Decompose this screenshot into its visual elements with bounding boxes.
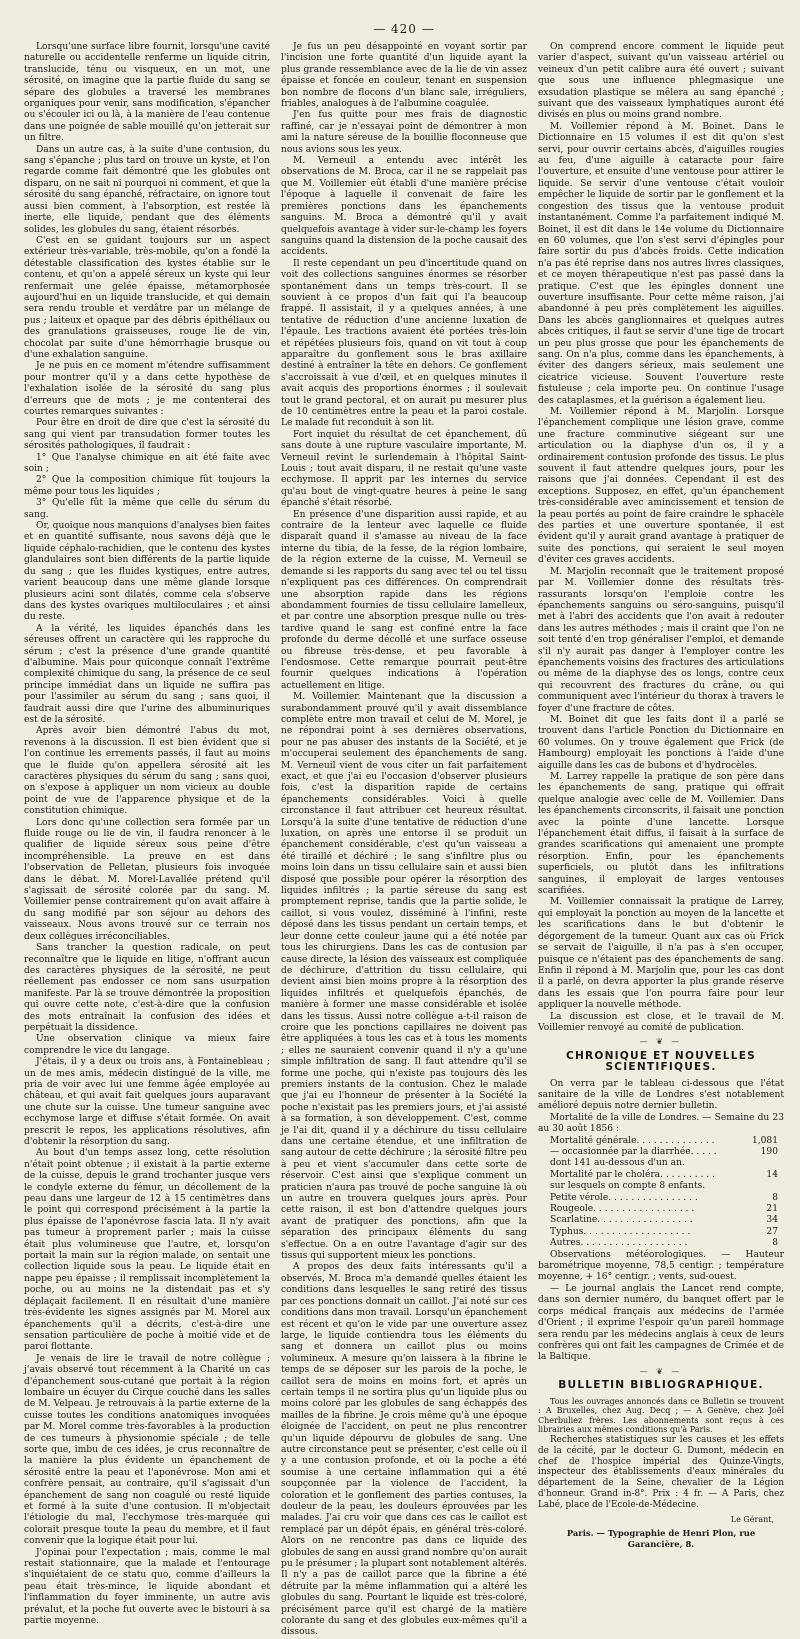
- ornament-divider-2: — ❦ —: [639, 1366, 683, 1376]
- mortality-value: 1,081: [751, 1135, 778, 1146]
- mortality-row: [538, 1136, 784, 1147]
- paragraph: Dans un autre cas, à la suite d'une contusion, du sang s'épanche ; plus tard on trouve un kyste, et l'on regarde comme fait démontré que les globules ont disparu, on ne sait ni pourquoi ni comment, et que la sérosité du sang épanché, réfractaire, on ignore tout aussi bien comment, à l'absorption, est restée là inerte, elle liquide, pendant que des éléments solides, les globules du sang, étaient résorbés.: [24, 144, 270, 235]
- mortality-label: Petite vérole. . . . . . . . . . . . . . . .: [550, 1192, 698, 1203]
- paragraph: M. Voillemier. Maintenant que la discussion a surabondamment prouvé qu'il y avait dissemblance complète entre mon travail et celui de M. Morel, je ne répondrai point à ses dernières observations, pour ne pas abuser des instants de la Société, et je m'occuperai seulement des épanchements de sang. M. Verneuil vient de vous citer un fait parfaitement exact, et que j'ai eu l'occasion d'observer plusieurs fois, c'est la disparition rapide de certains épanchements considérables. Voici à quelle circonstance il faut attribuer cet heureux résultat. Lorsqu'à la suite d'une tentative de réduction d'une luxation, on après une entorse il se produit un épanchement considérable, c'est qu'un vaisseau a été tiraillé et déchiré ; le sang s'infiltre plus ou moins loin dans un tissu cellulaire sain et aussi bien disposé que possible pour opérer la résorption des liquides infiltrés ; la partie séreuse du sang est promptement reprise, tandis que la partie solide, le caillot, si vous voulez, disséminé à l'infini, reste déposé dans les tissus pendant un certain temps, et leur donne cette couleur jaune qui a été notée par tous les chirurgiens. Dans les cas de contusion par cause directe, la lésion des vaisseaux est compliquée de déchirure, d'attrition du tissu cellulaire, qui devient ainsi bien moins propre à la résorption des liquides infiltrés et quelquefois épanchés, de manière à former une masse considérable et isolée dans les tissus. Aussi notre collègue a-t-il raison de croire que les ponctions capillaires ne doivent pas être appliquées à tous les cas et à tous les moments ; elles ne sauraient convenir quand il n'y a qu'une simple infiltration de sang. Il faut attendre qu'il se forme une poche, qui n'existe pas toujours dès les premiers instants de la contusion. Chez le malade que j'ai eu l'honneur de présenter à la Société la poche n'existait pas les premiers jours, et j'ai assisté à sa formation, à son développement. C'est, comme je l'ai dit, quand il y a déchirure du tissu cellulaire dans une certaine étendue, et une infiltration de sang autour de cette déchirure ; la sérosité filtre peu à peu et vient s'accumuler dans cette sorte de réservoir. C'est ainsi que s'explique comment un praticien n'aura pas trouvé de poche sanguine là où un autre en trouvera quelques jours après. Pour cette raison, il est bon d'attendre quelques jours avant de pratiquer des ponctions, afin que la séparation des principaux éléments du sang s'effectue. On a en outre l'avantage d'agir sur des tissus qui supportent mieux les ponctions.: [281, 692, 527, 1262]
- paragraph: A la vérité, les liquides épanchés dans les séreuses offrent un caractère qui les rapproche du sérum ; c'est la présence d'une grande quantité d'albumine. Mais pour quiconque connaît l'extrême complexité chimique du sang, la présence de ce seul principe immédiat dans un liquide ne suffira pas pour l'assimiler au sérum du sang ; sans quoi, il faudrait aussi dire que l'urine des albuminuriques est de la sérosité.: [24, 623, 270, 725]
- paragraph: J'étais, il y a deux ou trois ans, à Fontainebleau ; un de mes amis, médecin distingué de la ville, me pria de voir avec lui une femme âgée employée au château, et qui avait fait quelques jours auparavant une chute sur la cuisse. Une tumeur sanguine avec ecchymose large et diffuse s'était formée. On avait prescrit le repos, les applications résolutives, afin d'obtenir la résorption du sang.: [24, 1057, 270, 1147]
- mortality-row: [538, 1238, 784, 1249]
- bulletin-entry: Recherches statistiques sur les causes et les effets de la cécité, par le docteur G. Dumont, médecin en chef de l'hospice impérial des Quinze-Vingts, inspecteur des établissements d'eaux minérales du département de la Seine, chevalier de la Légion d'honneur. Grand in-8°. Prix : 4 fr. — A Paris, chez Labé, place de l'Ecole-de-Médecine.: [538, 1434, 784, 1510]
- paragraph: Lors donc qu'une collection sera formée par un fluide rouge ou lie de vin, il faudra renoncer à le qualifier de liquide séreux sous peine d'être incompréhensible. La preuve en est dans l'observation de Pelletan, plusieurs fois invoquée dans le débat. M. Morel-Lavallée prétend qu'il s'agissait de sérosité colorée par du sang. M. Voillemier pense contrairement qu'on avait affaire à du sang modifié par son séjour au dehors des vaisseaux. Nous avons trouvé sur ce terrain nos deux collègues irréconciliables.: [24, 817, 270, 942]
- mortality-value: 34: [766, 1215, 778, 1226]
- paragraph: M. Verneuil a entendu avec intérêt les observations de M. Broca, car il ne se rappelait pas que M. Voillemier eût établi d'une manière précise l'époque à laquelle il convenait de faire les premières ponctions dans les épanchements sanguins. M. Broca a démontré qu'il y avait quelquefois avantage à vider sur-le-champ les foyers sanguins quand la distension de la poche causait des accidents.: [281, 156, 527, 258]
- mortality-value: [744, 1158, 784, 1169]
- paragraph: La discussion est close, et le travail de M. Voillemier renvoyé au comité de publication.: [538, 1011, 784, 1033]
- mortality-value: [744, 1181, 784, 1192]
- mortality-value: 8: [772, 1238, 778, 1249]
- column-1: [24, 42, 270, 1627]
- imprint: Paris. — Typographie de Henri Plon, rue Garancière, 8.: [566, 1527, 756, 1550]
- mortality-label: Scarlatine. . . . . . . . . . . . . . . . .: [550, 1215, 693, 1226]
- mortality-label: Autres. . . . . . . . . . . . . . . . . . .: [550, 1238, 688, 1249]
- mortality-label: Mortalité par le choléra. . . . . . . . . .: [550, 1169, 716, 1180]
- paragraph: Sans trancher la question radicale, on peut reconnaître que le liquide en litige, n'offrant aucun des caractères physiques de la sérosité, ne peut réellement pas endosser ce nom sans usurpation manifeste. Par là se trouve démontrée la proposition qui ouvre cette note, c'est-à-dire que la confusion des mots entraînait la confusion des idées et perpétuait la dissidence.: [24, 943, 270, 1033]
- paragraph: Au bout d'un temps assez long, cette résolution n'était point obtenue ; il existait à la partie externe de la cuisse, depuis le grand trochanter jusque vers le condyle externe du fémur, un décollement de la peau dans une largeur de 12 à 15 centimètres dans le point qui correspond précisément à la partie la plus épaisse de l'aponévrose fascia lata. Il n'y avait pas tumeur à proprement parler ; mais la cuisse était plus volumineuse que l'autre, et, lorsqu'on portait la main sur la région malade, on sentait une collection liquide sous la peau. Le liquide était en nappe peu épaisse ; il remplissait incomplètement la poche, ou au moins ne la distendait pas et s'y déplaçait facilement. Il en résultait d'une manière très-évidente les signes assignés par M. Morel aux épanchements qu'il a décrits, c'est-à-dire une sensation particulière de poche à moitié vide et de paroi flottante.: [24, 1148, 270, 1353]
- mortality-row: [538, 1147, 784, 1158]
- mortality-value: 14: [766, 1169, 778, 1180]
- mortality-row: [538, 1193, 784, 1204]
- mortality-heading: Mortalité de la ville de Londres. — Semaine du 23 au 30 août 1856 :: [538, 1112, 784, 1135]
- paragraph: 3° Qu'elle fût la même que celle du sérum du sang.: [24, 498, 270, 520]
- paragraph: C'est en se guidant toujours sur un aspect extérieur très-variable, très-mobile, qu'on a fondé la détestable classification des kystes établie sur le contenu, et qu'on a appelé séreux un kyste qui leur renfermait une gelée épaisse, métamorphosée aujourd'hui en un liquide translucide, et qui demain sera rendu trouble et verdâtre par un mélange de pus ; laiteux et opaque par des débris épithéliaux ou des granulations graisseuses, rouge lie de vin, chocolat par suite d'une hémorrhagie brusque ou d'une exhalation sanguine.: [24, 235, 270, 360]
- paragraph: Je fus un peu désappointé en voyant sortir par l'incision une forte quantité d'un liquide ayant la plus grande ressemblance avec de la lie de vin assez épaisse et foncée en couleur, tenant en suspension bon nombre de flocons d'un blanc sale, irréguliers, friables, analogues à de l'albumine coagulée.: [281, 42, 527, 110]
- mortality-label: sur lesquels on compte 8 enfants.: [550, 1181, 706, 1192]
- page-number: — 420 —: [373, 22, 435, 36]
- paragraph: 1° Que l'analyse chimique en ait été faite avec soin ;: [24, 452, 270, 475]
- mortality-label: — occasionnée par la diarrhée. . . . .: [550, 1147, 717, 1157]
- paragraph: Il reste cependant un peu d'incertitude quand on voit des collections sanguines énormes se résorber spontanément dans un temps très-court. Il se souvient à ce propos d'un fait qui l'a beaucoup frappé. Il assistait, il y a quelques années, à une tentative de réduction d'une ancienne luxation de l'épaule. Les tractions avaient été portées très-loin et répétées plusieurs fois, quand on vit tout à coup apparaître du gonflement sous le bras axillaire destiné à entraîner la tête en dehors. Ce gonflement s'accroissait à vue d'œil, et en quelques minutes il avait acquis des proportions énormes ; il soulevait tout le grand pectoral, et on aurait pu mesurer plus de 10 centimètres entre la peau et la paroi costale. Le malade fut reconduit à son lit.: [281, 258, 527, 429]
- bulletin-title: BULLETIN BIBLIOGRAPHIQUE.: [558, 1379, 764, 1392]
- paragraph: M. Boinet dit que les faits dont il a parlé se trouvent dans l'article Ponction du Dictionnaire en 60 volumes. On y trouve également que Frick (de Hambourg) employait les ponctions à l'aide d'une aiguille dans les cas de bubons et d'hydrocèles.: [538, 714, 784, 771]
- paragraph: Je ne puis en ce moment m'étendre suffisamment pour montrer qu'il y a dans cette hypothèse de l'exhalation isolée de la sérosité du sang plus d'erreurs que de mots ; je me contenterai des courtes remarques suivantes :: [24, 361, 270, 417]
- mortality-value: 8: [772, 1192, 778, 1203]
- paragraph: A propos des deux faits intéressants qu'il a observés, M. Broca m'a demandé quelles étaient les conditions dans lesquelles le sang retiré des tissus par ces ponctions donnait un caillot. J'ai noté sur ces conditions dans mon travail. Lorsqu'un épanchement est récent et qu'on le vide par une ouverture assez large, le liquide contiendra tous les éléments du sang et donnera un caillot plus ou moins volumineux. A mesure qu'on laissera à la fibrine le temps de se déposer sur les parois de la poche, le caillot sera de moins en moins fort, et après un certain temps il ne sortira plus qu'un liquide plus ou moins coloré par les globules de sang échappés des mailles de la fibrine. Je crois même qu'à une époque éloignée de l'accident, on peut ne plus rencontrer qu'un liquide dépourvu de globules de sang. Une autre circonstance peut se présenter, c'est celle où il y a une contusion profonde, et où la poche a été soumise à une certaine inflammation qui a été soupçonnée par la violence de l'accident, la coloration et le gonflement des parties contuses, la douleur de la peau, les douleurs éprouvées par les malades. J'ai cru voir que dans ces cas le caillot est remplacé par un dépôt épais, en général très-coloré. Alors on ne rencontre pas dans ce liquide des globules de sang en aussi grand nombre qu'on aurait pu le présumer ; la plupart sont notablement altérés. Il n'y a pas de caillot parce que la fibrine a été détruite par la même inflammation qui a altéré les globules du sang. Pourtant le liquide est très-coloré, précisément parce qu'il est chargé de la matière colorante du sang et des globules eux-mêmes qu'il a dissous.: [281, 1262, 527, 1638]
- paragraph: Fort inquiet du résultat de cet épanchement, dû sans doute à une rupture vasculaire importante, M. Verneuil revint le surlendemain à l'hôpital Saint-Louis ; tout avait disparu, il ne restait qu'une vaste ecchymose. Il apprit par les internes du service qu'au bout de vingt-quatre heures à peine le sang épanché s'était résorbé.: [281, 429, 527, 509]
- mortality-value: 190: [760, 1147, 778, 1157]
- column-2: [281, 42, 527, 1638]
- paragraph: Je venais de lire le travail de notre collègue ; j'avais observé tout récemment à la Charité un cas d'épanchement sous-cutané que portait à la région lombaire un écuyer du Cirque couché dans les salles de M. Velpeau. Je retrouvais à la partie externe de la cuisse toutes les conditions anatomiques invoquées par M. Morel comme très-favorables à la production de ces tumeurs à physionomie spéciale ; de telle sorte que, imbu de ces idées, je crus reconnaître de la manière la plus évidente un épanchement de sérosité entre la peau et l'aponévrose. Mon ami et confrère pensait, au contraire, qu'il s'agissait d'un épanchement de sang non coagulé ou resté liquide et formé à la suite d'une contusion. Il m'objectait l'étiologie du mal, l'ecchymose très-marquée qui colorait presque toute la peau du membre, et il faut convenir que la logique était pour lui.: [24, 1353, 270, 1547]
- column-3-discussion: [538, 42, 784, 1034]
- paragraph: Après avoir bien démontré l'abus du mot, revenons à la discussion. Il est bien évident que si l'on continue les errements passés, il faut au moins que le fluide qu'on appellera sérosité ait les caractères physiques du sérum du sang ; sans quoi, on s'expose à appliquer un nom vicieux au double point de vue de l'apparence physique et de la constitution chimique.: [24, 726, 270, 817]
- paragraph: M. Voillemier répond à M. Boinet. Dans le Dictionnaire en 15 volumes il est dit qu'on s'est servi, pour ouvrir certains abcès, d'aiguilles rougies au feu, d'une aiguille à cataracte pour faire l'ouverture, et ensuite d'une ventouse pour attirer le liquide. Se servir d'une ventouse c'était vouloir empêcher le liquide de sortir par le gonflement et la congestion des tissus que la ventouse produit instantanément. Comme l'a parfaitement indiqué M. Boinet, il est dit dans le 14e volume du Dictionnaire en 60 volumes, que l'on s'est servi d'épingles pour faire sortir du pus d'abcès froids. Cette indication n'a pas été reprise dans nos autres livres classiques, et ce moyen thérapeutique n'est pas passé dans la pratique. C'est que les épingles donnent une ouverture insuffisante. Pour cette même raison, j'ai abandonné à peu près complètement les aiguilles. Dans les abcès ganglionnaires et quelques autres abcès critiques, il faut se servir d'une tige de trocart un peu plus grosse que pour les épanchements de sang. On n'a plus, comme dans les épanchements, à éviter des dangers sérieux, mais seulement une cicatrice vicieuse. Souvent l'ouverture reste fistuleuse ; cela importe peu. On continue l'usage des cataplasmes, et la guérison a également lieu.: [538, 121, 784, 406]
- mortality-label: Typhus. . . . . . . . . . . . . . . . . . .: [550, 1226, 691, 1237]
- mortality-row: [538, 1204, 784, 1215]
- paragraph: Or, quoique nous manquions d'analyses bien faites et en quantité suffisante, nous savons déjà que le liquide céphalo-rachidien, que le contenu des kystes glandulaires sont bien différents de la partie liquide du sang ; que les fluides kystiques, entre autres, varient beaucoup dans une même glande lorsque plusieurs acini sont dilatés, comme cela s'observe dans des kystes ovariques multiloculaires ; et ainsi du reste.: [24, 521, 270, 623]
- mortality-row: [538, 1227, 784, 1238]
- paragraph: J'en fus quitte pour mes frais de diagnostic raffiné, car je n'essayai point de démontrer à mon ami la nature séreuse de la bouillie floconneuse que nous avions sous les yeux.: [281, 110, 527, 155]
- lancet-note: — Le journal anglais the Lancet rend compte, dans son dernier numéro, du banquet offert par le corps médical français aux médecins de l'armée d'Orient ; il exprime l'espoir qu'un pareil hommage sera rendu par les médecins anglais à ceux de leurs confrères qui ont fait les campagnes de Crimée et de la Baltique.: [538, 1283, 784, 1363]
- signature-label: Le Gérant,: [730, 1515, 774, 1525]
- paragraph: J'opinai pour l'expectation ; mais, comme le mal restait stationnaire, que la malade et l'entourage s'inquiétaient de ce statu quo, comme d'ailleurs la peau était très-mince, le liquide abondant et l'inflammation du foyer imminente, un autre avis prévalut, et la poche fut ouverte avec le bistouri à sa partie moyenne.: [24, 1547, 270, 1627]
- mortality-value: 27: [766, 1226, 778, 1237]
- paragraph: M. Larrey rappelle la pratique de son père dans les épanchements de sang, pratique qui offrait quelque analogie avec celle de M. Voillemier. Dans les épanchements circonscrits, il faisait une ponction avec la pointe d'une lancette. Lorsque l'épanchement était diffus, il faisait à la surface de grandes scarifications qui amenaient une prompte résorption. Enfin, pour les épanchements superficiels, ou plutôt dans les infiltrations sanguines, il employait de larges ventouses scarifiées.: [538, 772, 784, 897]
- chronique-title: CHRONIQUE ET NOUVELLES SCIENTIFIQUES.: [566, 1049, 756, 1074]
- mortality-table: [538, 1136, 784, 1250]
- mortality-label: dont 141 au-dessous d'un an.: [550, 1158, 685, 1169]
- mortality-row: [538, 1170, 784, 1181]
- mortality-row: [538, 1181, 784, 1192]
- mortality-label: Mortalité générale. . . . . . . . . . . . . .: [550, 1135, 715, 1146]
- paragraph: Lorsqu'une surface libre fournit, lorsqu'une cavité naturelle ou accidentelle renferme un liquide citrin, translucide, ténu ou visqueux, en un mot, une sérosité, on imagine que la partie fluide du sang se sépare des globules a traversé les membranes organiques pour venir, sans modification, s'épancher ou s'écouler ici ou là, à la manière de l'eau contenue dans une poignée de sable mouillé qu'on jetterait sur un filtre.: [24, 42, 270, 144]
- mortality-value: 21: [766, 1204, 778, 1215]
- columns: [24, 42, 784, 1638]
- mortality-row: [538, 1215, 784, 1226]
- paragraph: Pour être en droit de dire que c'est la sérosité du sang qui vient par transudation former toutes les sérosités pathologiques, il faudrait :: [24, 418, 270, 452]
- paragraph: On comprend encore comment le liquide peut varier d'aspect, suivant qu'un vaisseau artériel ou veineux d'un petit calibre aura été ouvert ; suivant que sous une influence phlegmasique une exsudation plastique se mêlera au sang épanché ; suivant que des vaisseaux lymphatiques auront été divisés en plus ou moins grand nombre.: [538, 42, 784, 121]
- paragraph: M. Marjolin reconnaît que le traitement proposé par M. Voillemier donne des résultats très-rassurants lorsqu'on l'emploie contre les épanchements sanguins ou séro-sanguins, puisqu'il met à l'abri des accidents que l'on avait à redouter dans les autres méthodes ; mais il craint que l'on ne soit tenté d'en trop généraliser l'emploi, et demande s'il n'y aurait pas danger à l'employer contre les épanchements voisins des fractures des articulations ou même de la diaphyse des os longs, contre ceux qui recouvrent des fractures du crâne, ou qui communiquent avec l'intérieur du thorax à travers le foyer d'une fracture de côtes.: [538, 566, 784, 714]
- paragraph: En présence d'une disparition aussi rapide, et au contraire de la lenteur avec laquelle ce fluide disparaît quand il s'amasse au niveau de la face interne du tibia, de la fesse, de la région lombaire, de la région externe de la cuisse, M. Verneuil se demande si les rapports du sang avec tel ou tel tissu n'expliquent pas ces différences. On comprendrait une absorption rapide dans les régions abondamment fournies de tissu cellulaire lamelleux, et par contre une absorption presque nulle ou très-tardive quand le sang est confiné entre la face profonde du derme décollé et une surface osseuse ou fibreuse très-dense, et peu favorable à l'endosmose. Cette remarque pourrait peut-être fournir quelques indications à l'opération actuellement en litige.: [281, 509, 527, 691]
- mortality-label: Rougeole. . . . . . . . . . . . . . . . . .: [550, 1204, 695, 1215]
- bulletin-head: Tous les ouvrages annoncés dans ce Bulletin se trouvent : A Bruxelles, chez Aug. Decq ; — A Genève, chez Joël Cherbuliez frères. Les abonnements sont reçus à ces librairies aux mêmes conditions qu'à Paris.: [538, 1396, 784, 1435]
- chronique-intro: On verra par le tableau ci-dessous que l'état sanitaire de la ville de Londres s'est notablement amélioré depuis notre dernier bulletin.: [538, 1078, 784, 1112]
- paragraph: M. Voillemier connaissait la pratique de Larrey, qui employait la ponction au moyen de la lancette et les scarifications dans le but d'obtenir le dégorgement de la tumeur. Quant aux cas où Frick se servait de l'aiguille, il n'a pas à s'en occuper, puisque ce n'étaient pas des épanchements de sang. Enfin il répond à M. Marjolin que, pour les cas dont il a parlé, on devra apporter la plus grande réserve dans les essais que l'on pourra faire pour leur appliquer la nouvelle méthode.: [538, 897, 784, 1011]
- meteo-observations: Observations météorologiques. — Hauteur barométrique moyenne, 78,5 centigr. ; température moyenne, + 16° centigr. ; vents, sud-ouest.: [538, 1249, 784, 1283]
- mortality-row: [538, 1158, 784, 1169]
- paragraph: Une observation clinique va mieux faire comprendre le vice du langage.: [24, 1034, 270, 1056]
- paragraph: M. Voillemier répond à M. Marjolin. Lorsque l'épanchement complique une lésion grave, comme une fracture comminutive siégeant sur une articulation ou la diaphyse d'un os, il y a ordinairement contusion profonde des tissus. Le plus souvent il faut attendre quelques jours, pour les raisons que j'ai données. Cependant il est des exceptions. Supposez, en effet, qu'un épanchement très-considérable avec amincissement et tension de la peau portés au point de faire craindre le sphacèle des parties et une ouverture spontanée, il est évident qu'il y aurait grand avantage à pratiquer de suite des ponctions, qui seraient le seul moyen d'éviter ces graves accidents.: [538, 407, 784, 566]
- column-3: [538, 42, 784, 1550]
- paragraph: 2° Que la composition chimique fût toujours la même pour tous les liquides ;: [24, 475, 270, 497]
- ornament-divider: — ❦ —: [639, 1037, 683, 1047]
